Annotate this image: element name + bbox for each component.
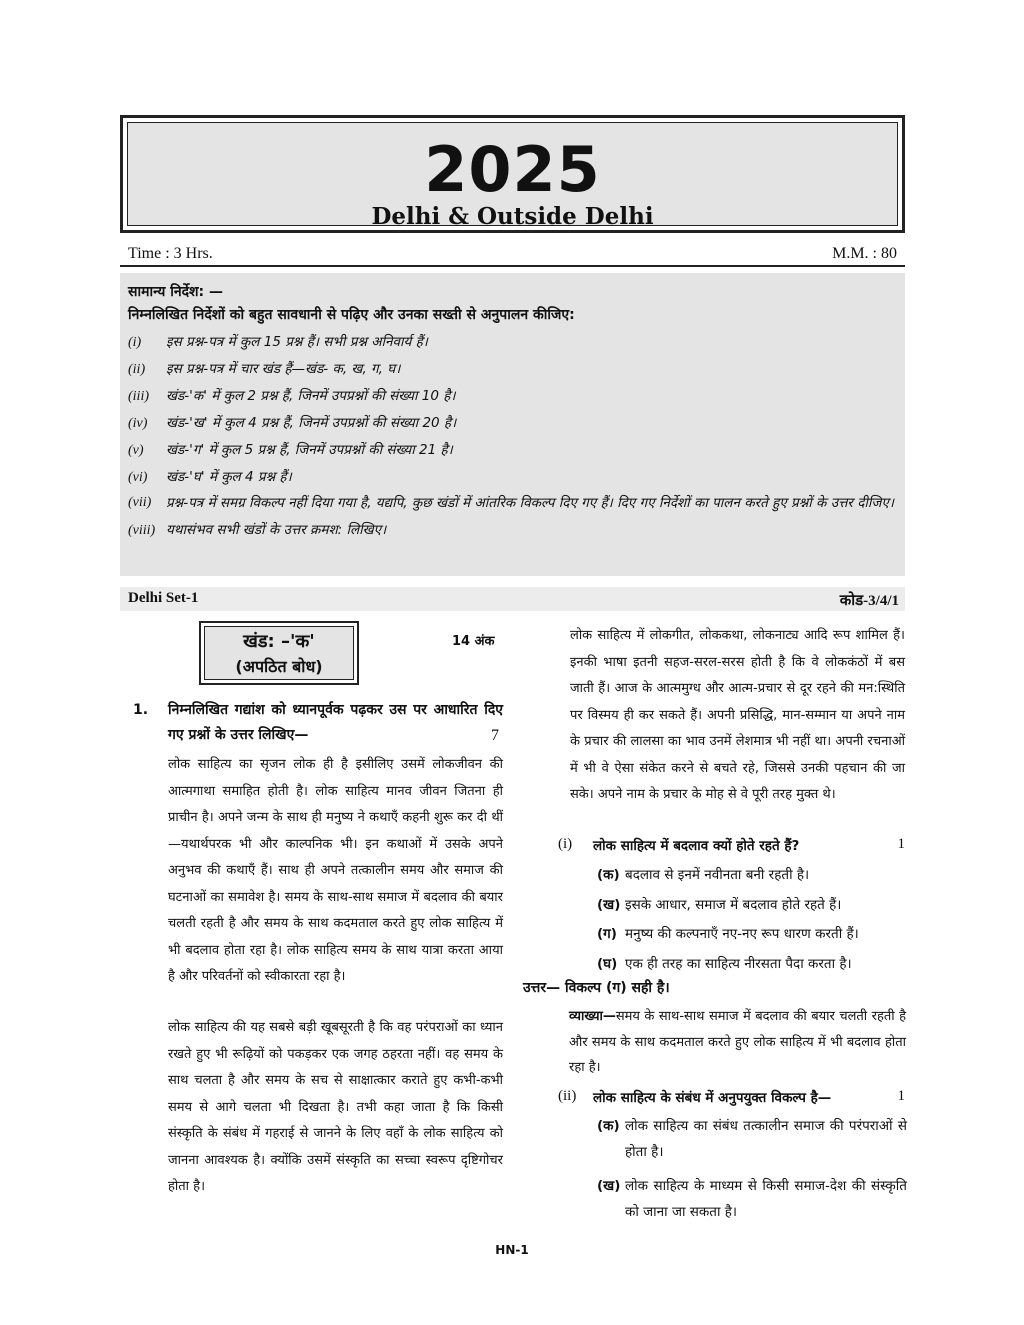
code-label: कोड-3/4/1 [839,593,899,609]
section-subtitle: (अपठित बोध) [235,657,323,676]
instructions-title: सामान्य निर्देश: — [128,284,224,300]
option-text: लोक साहित्य के माध्यम से किसी समाज-देश की संस्कृति को जाना जा सकता है। [625,1178,907,1220]
question-number: 1. [133,702,149,718]
instruction-number: (iii) [128,389,149,404]
option-item [597,920,907,950]
instruction-item [128,329,897,356]
set-code-bar [120,587,905,611]
sub-question-2 [558,1088,905,1112]
option-text: इसके आधार, समाज में बदलाव होते रहते हैं। [625,896,842,913]
sub-question-marks: 1 [897,836,905,852]
instruction-text: खंड-'ग' में कुल 5 प्रश्न हैं, जिनमें उपप्रश्नों की संख्या 21 है। [166,442,453,458]
option-text: एक ही तरह का साहित्य नीरसता पैदा करता है। [625,955,852,972]
options-list-2 [597,1113,907,1233]
option-item [597,1173,907,1233]
title-box-inner [127,122,898,230]
instruction-text: इस प्रश्न-पत्र में कुल 15 प्रश्न हैं। सभी प्रश्न अनिवार्य हैं। [166,334,428,350]
paper-subtitle: Delhi & Outside Delhi [371,203,654,230]
instruction-number: (vii) [128,495,152,510]
sub-question-marks: 1 [897,1088,905,1104]
title-box [120,115,905,233]
explanation-label: व्याख्या— [569,1009,616,1024]
answer-line: उत्तर— विकल्प (ग) सही है। [523,980,670,996]
section-marks: 14 अंक [452,634,495,649]
instruction-number: (v) [128,443,144,458]
option-label: (ग) [597,926,617,942]
passage-paragraph-1: लोक साहित्य का सृजन लोक ही है इसीलिए उसमें लोकजीवन की आत्मगाथा समाहित होती है। लोक साहित्य मानव जीवन जितना ही प्राचीन है। अपने जन्म के साथ ही मनुष्य ने कथाएँ कहनी शुरू कर दी थीं—यथार्थपरक भी और काल्पनिक भी। इन कथाओं में उसके अपने अनुभव की कथाएँ हैं। साथ ही अपने तत्कालीन समय और समाज की घटनाओं का समावेश है। समय के साथ-साथ समाज में बदलाव की बयार चलती रहती है और समय के साथ कदमताल करते हुए लोक साहित्य में भी बदलाव होता रहा है। लोक साहित्य समय के साथ यात्रा करता आया है और परिवर्तनों को स्वीकारता रहा है। [168,757,503,984]
instruction-item [128,356,897,383]
passage-paragraph-2: लोक साहित्य की यह सबसे बड़ी खूबसूरती है कि वह परंपराओं का ध्यान रखते हुए भी रूढ़ियों को पकड़कर एक जगह ठहरता नहीं। वह समय के साथ चलता है और समय के सच से साक्षात्कार कराते हुए कभी-कभी समय से आगे चलता भी दिखता है। तभी कहा जाता है कि किसी संस्कृति के संबंध में गहराई से जानने के लिए वहाँ के लोक साहित्य को जानना आवश्यक है। क्योंकि उसमें संस्कृति का सच्चा स्वरूप दृष्टिगोचर होता है। [168,1020,503,1194]
instruction-number: (viii) [128,523,156,538]
section-heading-box [199,621,359,685]
option-text: लोक साहित्य का संबंध तत्कालीन समाज की परंपराओं से होता है। [625,1118,907,1160]
instruction-number: (iv) [128,416,148,431]
instruction-text: इस प्रश्न-पत्र में चार खंड हैं—खंड- क, ख, ग, घ। [166,361,401,377]
option-label: (ख) [597,1178,621,1194]
instruction-item [128,410,897,437]
general-instructions [120,273,905,576]
instructions-list [128,329,897,544]
sub-question-text: लोक साहित्य के संबंध में अनुपयुक्त विकल्प है— [593,1090,832,1106]
instruction-item [128,491,897,517]
section-title: खंड: –'क' [243,631,315,652]
option-text: बदलाव से इनमें नवीनता बनी रहती है। [625,867,810,883]
sub-question-1 [558,836,905,860]
instruction-text: यथासंभव सभी खंडों के उत्तर क्रमश: लिखिए। [166,522,387,538]
time-marks-bar [120,241,905,267]
instruction-item [128,464,897,491]
sub-question-number: (i) [558,836,573,852]
option-item [597,891,907,921]
explanation-text: समय के साथ-साथ समाज में बदलाव की बयार चलती रहती है और समय के साथ कदमताल करते हुए लोक साहित्य में भी बदलाव होता रहा है। [569,1009,906,1075]
question-text: निम्नलिखित गद्यांश को ध्यानपूर्वक पढ़कर उस पर आधारित दिए गए प्रश्नों के उत्तर लिखिए— [168,702,503,743]
sub-question-number: (ii) [558,1088,577,1104]
option-item [597,861,907,891]
instruction-number: (vi) [128,470,148,485]
set-label: Delhi Set-1 [128,590,199,606]
instruction-text: खंड-'घ' में कुल 4 प्रश्न हैं। [166,469,292,485]
instruction-item [128,437,897,464]
instruction-text: खंड-'ख' में कुल 4 प्रश्न हैं, जिनमें उपप्रश्नों की संख्या 20 है। [166,415,457,431]
instruction-number: (i) [128,335,142,350]
option-label: (क) [597,867,620,883]
options-list-1 [597,861,907,979]
option-item [597,1113,907,1173]
instruction-text: खंड-'क' में कुल 2 प्रश्न हैं, जिनमें उपप्रश्नों की संख्या 10 है। [166,388,456,404]
explanation [569,1004,906,1081]
question-marks: 7 [491,727,499,744]
year-title: 2025 [424,133,601,206]
option-label: (घ) [597,955,618,972]
instruction-number: (ii) [128,362,146,377]
instructions-lead: निम्नलिखित निर्देशों को बहुत सावधानी से पढ़िए और उनका सख्ती से अनुपालन कीजिए: [128,307,575,323]
option-label: (क) [597,1118,620,1134]
option-item [597,950,907,980]
instruction-item [128,383,897,410]
max-marks-label: M.M. : 80 [832,245,897,262]
passage-paragraph-3: लोक साहित्य में लोकगीत, लोककथा, लोकनाट्य आदि रूप शामिल हैं। इनकी भाषा इतनी सहज-सरल-सरस होती है कि वे लोककंठों में बस जाती हैं। आज के आत्ममुग्ध और आत्म-प्रचार से दूर रहने की मन:स्थिति पर विस्मय ही कर सकते हैं। अपनी प्रसिद्धि, मान-सम्मान या अपने नाम के प्रचार की लालसा का भाव उनमें लेशमात्र भी नहीं था। अपनी रचनाओं में भी वे ऐसा संकेत करने से बचते रहे, जिससे उनकी पहचान की जा सके। अपने नाम के प्रचार के मोह से वे पूरी तरह मुक्त थे। [570,628,905,802]
time-label: Time : 3 Hrs. [128,245,213,262]
instruction-item [128,517,897,544]
section-heading-inner [204,626,354,680]
option-label: (ख) [597,896,621,913]
page-number: HN-1 [495,1243,529,1257]
question-1 [133,698,503,748]
sub-question-text: लोक साहित्य में बदलाव क्यों होते रहते हैं? [593,838,800,854]
instruction-text: प्रश्न-पत्र में समग्र विकल्प नहीं दिया गया है, यद्यपि, कुछ खंडों में आंतरिक विकल्प दिए गए हैं। दिए गए निर्देशों का पालन करते हुए प्रश्नों के उत्तर दीजिए। [166,495,895,511]
option-text: मनुष्य की कल्पनाएँ नए-नए रूप धारण करती हैं। [625,926,859,942]
